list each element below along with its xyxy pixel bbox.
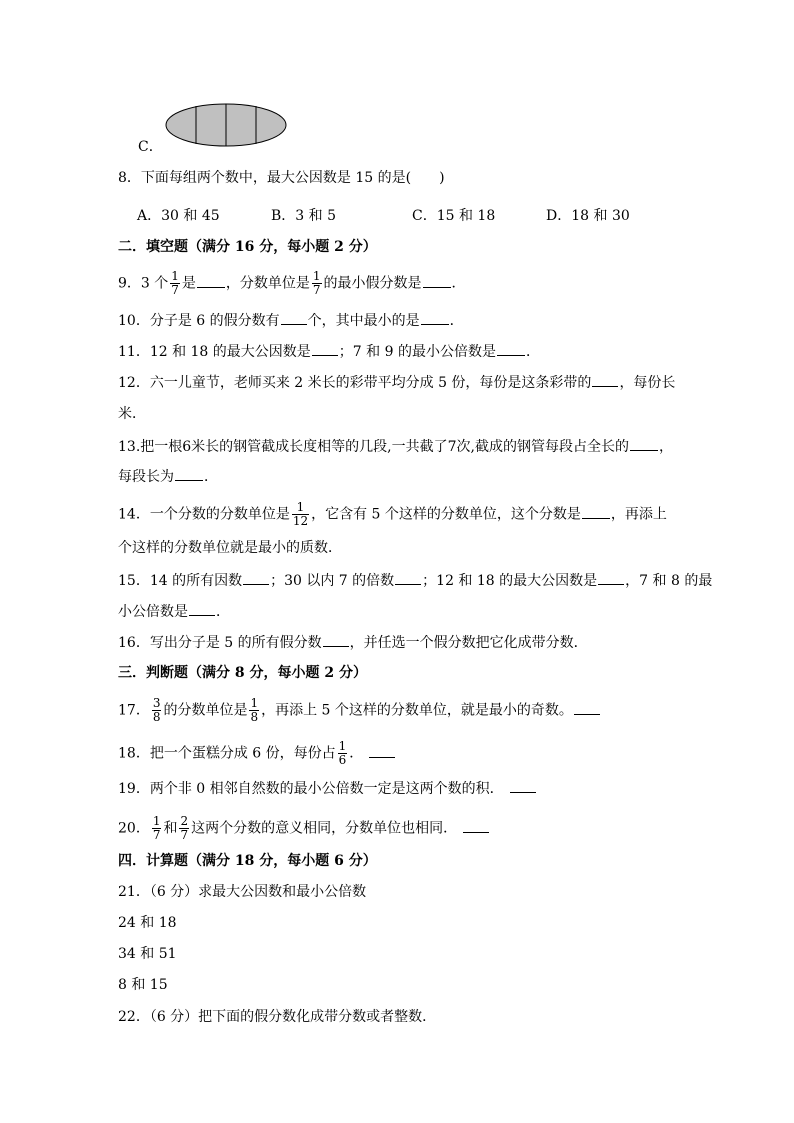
q7-option-c-label: C． <box>138 139 163 155</box>
q20-fraction-2 <box>179 815 189 842</box>
q17-fraction-2 <box>249 697 259 724</box>
question-12 <box>118 372 675 393</box>
q15-text-c: ；12 和 18 的最大公因数是 <box>422 573 598 589</box>
q16-text-b: ，并任选一个假分数把它化成带分数． <box>349 635 588 651</box>
q13-blank-1 <box>630 436 658 451</box>
q14-frac-den: 12 <box>292 514 309 528</box>
q17-frac1-num: 3 <box>152 696 161 710</box>
q14-text-b: ，它含有 5 个这样的分数单位，这个分数是 <box>311 506 581 523</box>
q10-text-c: ． <box>449 313 464 329</box>
question-18 <box>118 740 396 767</box>
q15-text-f: ． <box>216 604 230 620</box>
q17-frac1-den: 8 <box>152 710 161 724</box>
q14-frac-num: 1 <box>292 501 309 515</box>
q17-blank <box>574 700 600 715</box>
q9-text-b: 是 <box>181 275 196 292</box>
question-15-cont <box>118 601 230 622</box>
q20-blank <box>463 818 489 833</box>
q9-frac1-num: 1 <box>171 269 179 283</box>
q18-fraction <box>338 740 348 767</box>
q17-frac2-num: 1 <box>250 696 259 710</box>
q13-text-c: 每段长为 <box>118 469 174 485</box>
q9-fraction-2 <box>312 270 322 297</box>
q14-text-c: ，再添上 <box>610 506 667 523</box>
q20-frac1-den: 7 <box>152 828 161 842</box>
q8-option-d: D．18 和 30 <box>546 208 630 224</box>
q9-text-e: ． <box>451 275 466 292</box>
q18-frac-num: 1 <box>338 739 347 753</box>
q9-blank-1 <box>197 273 225 288</box>
q17-fraction-1 <box>152 697 162 724</box>
q9-text-c: ，分数单位是 <box>225 275 310 292</box>
q21-item-1: 24 和 18 <box>118 915 177 931</box>
question-10 <box>118 310 464 331</box>
q9-frac2-den: 7 <box>312 283 321 297</box>
q9-frac2-num: 1 <box>312 269 321 283</box>
question-15 <box>118 570 712 591</box>
q16-text-a: 16．写出分子是 5 的所有假分数 <box>118 635 322 651</box>
q9-frac1-den: 7 <box>171 283 179 297</box>
q10-blank-2 <box>421 310 449 325</box>
q15-blank-4 <box>189 601 215 616</box>
q8-option-c: C．15 和 18 <box>412 208 496 224</box>
q18-frac-den: 6 <box>338 753 347 767</box>
q20-frac2-num: 2 <box>180 814 189 828</box>
question-13-cont <box>118 466 218 487</box>
q11-text-b: ；7 和 9 的最小公倍数是 <box>338 344 496 360</box>
q20-text-b: 和 <box>163 820 178 837</box>
q19-blank <box>510 778 536 793</box>
q13-text-a: 13.把一根6米长的钢管截成长度相等的几段,一共截了7次,截成的钢管每段占全长的 <box>118 439 629 455</box>
question-14-cont <box>118 538 342 558</box>
q13-blank-2 <box>175 466 203 481</box>
q20-frac2-den: 7 <box>180 828 189 842</box>
q9-fraction-1 <box>170 270 180 297</box>
q9-text-a: 9．3 个 <box>118 275 169 292</box>
q17-text-a: 17． <box>118 702 150 719</box>
q13-text-d: ． <box>204 469 218 485</box>
q14-blank-1 <box>582 504 610 519</box>
q16-blank-1 <box>323 632 349 647</box>
q15-text-e: 小公倍数是 <box>118 604 188 620</box>
question-17 <box>118 697 601 724</box>
q20-text-a: 20． <box>118 820 150 837</box>
q8-option-a: A．30 和 45 <box>137 208 220 224</box>
question-20 <box>118 815 490 842</box>
q15-text-a: 15．14 的所有因数 <box>118 573 243 589</box>
q21-item-2: 34 和 51 <box>118 946 177 962</box>
q18-text-b: ． <box>349 745 364 762</box>
q21-item-3: 8 和 15 <box>118 977 168 993</box>
q14-fraction <box>292 501 309 528</box>
question-9 <box>118 270 466 297</box>
q15-text-b: ；30 以内 7 的倍数 <box>270 573 395 589</box>
question-14 <box>118 501 667 528</box>
q12-text-b: ，每份长 <box>619 375 676 391</box>
q12-text-a: 12．六一儿童节，老师买来 2 米长的彩带平均分成 5 份，每份是这条彩带的 <box>118 375 592 391</box>
q13-text-b: ， <box>658 439 673 455</box>
q15-blank-3 <box>598 570 624 585</box>
q17-frac2-den: 8 <box>250 710 259 724</box>
section-2-heading: 二．填空题（满分 16 分，每小题 2 分） <box>118 239 377 255</box>
q18-blank <box>369 743 395 758</box>
q20-fraction-1 <box>152 815 162 842</box>
q11-text-a: 11．12 和 18 的最大公因数是 <box>118 344 311 360</box>
question-16 <box>118 632 588 653</box>
q10-text-b: 个，其中最小的是 <box>307 313 420 329</box>
q9-blank-2 <box>423 273 451 288</box>
q12-text-c: 米． <box>118 406 146 422</box>
q19-text-a: 19．两个非 0 相邻自然数的最小公倍数一定是这两个数的积． <box>118 781 504 797</box>
q10-text-a: 10．分子是 6 的假分数有 <box>118 313 280 329</box>
question-13 <box>118 436 673 457</box>
question-22: 22．（6 分）把下面的假分数化成带分数或者整数． <box>118 1009 437 1025</box>
q10-blank-1 <box>281 310 307 325</box>
question-12-cont <box>118 404 146 424</box>
question-19 <box>118 778 537 799</box>
question-8 <box>118 168 445 188</box>
section-4-heading: 四．计算题（满分 18 分，每小题 6 分） <box>118 853 377 869</box>
q12-blank-1 <box>592 372 618 387</box>
q7-option-c <box>138 137 163 157</box>
q17-text-b: 的分数单位是 <box>163 702 248 719</box>
q8-text: 8．下面每组两个数中，最大公因数是 15 的是( ) <box>118 170 445 186</box>
q14-text-a: 14．一个分数的分数单位是 <box>118 506 290 523</box>
q15-blank-1 <box>243 570 269 585</box>
q11-blank-2 <box>497 341 525 356</box>
q14-text-d: 个这样的分数单位就是最小的质数． <box>118 540 342 556</box>
q11-text-c: ． <box>525 344 540 360</box>
q17-text-c: ，再添上 5 个这样的分数单位，就是最小的奇数。 <box>261 702 573 719</box>
q9-text-d: 的最小假分数是 <box>323 275 422 292</box>
section-3-heading: 三．判断题（满分 8 分，每小题 2 分） <box>118 665 367 681</box>
question-11 <box>118 341 540 362</box>
q15-text-d: ，7 和 8 的最 <box>625 573 713 589</box>
q15-blank-2 <box>395 570 421 585</box>
q8-option-b: B．3 和 5 <box>271 208 337 224</box>
q20-frac1-num: 1 <box>152 814 161 828</box>
q11-blank-1 <box>312 341 338 356</box>
q7-ellipse-figure <box>164 102 288 148</box>
q18-text-a: 18．把一个蛋糕分成 6 份，每份占 <box>118 745 336 762</box>
question-21: 21．（6 分）求最大公因数和最小公倍数 <box>118 884 367 900</box>
q20-text-c: 这两个分数的意义相同，分数单位也相同． <box>191 820 458 837</box>
